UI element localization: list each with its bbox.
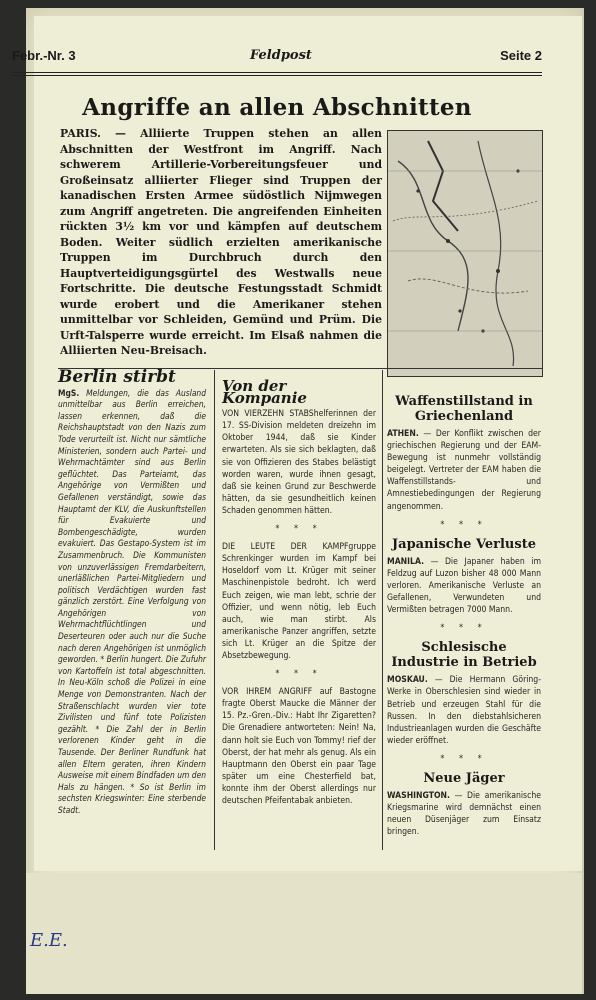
separator-stars: * * * bbox=[440, 623, 488, 634]
separator-stars: * * * bbox=[275, 669, 323, 680]
issue-number: Febr.-Nr. 3 bbox=[12, 48, 76, 63]
manila-dateline: MANILA. bbox=[387, 556, 425, 567]
right-column bbox=[387, 394, 541, 838]
handwritten-annotation: E.E. bbox=[30, 930, 68, 951]
japan-title: Japanische Verluste bbox=[392, 536, 536, 552]
berlin-title: Berlin stirbt bbox=[58, 367, 176, 387]
moskau-dateline: MOSKAU. bbox=[387, 675, 428, 686]
separator-stars: * * * bbox=[440, 519, 488, 530]
column-divider-left bbox=[214, 370, 215, 850]
berlin-text: Meldungen, die das Ausland unmittelbar aus Berlin erreichen, lassen erkennen, daß die Reichshauptstadt von den Nazis zum Tode verurteilt ist. Nicht nur sämtliche Ministerien, sondern auch Partei- und Wehrmachtämter sind aus Berlin geflüchtet. Das Parteiamt, das Angehörige von Vermißten und Gefallenen verständigt, sowie das Hauptamt der KLV, die Auskunftstellen für Evakuierte und Bombengeschädigte, wurden evakuiert. Das Gestapo-System ist im Zusammenbruch. Die Kommunisten von unzuverlässigen Fremdarbeitern, unerläßlichen Partei-Mitgliedern und politisch Verdächtigen wurden fast gänzlich zerstört. Eine Verfolgung von Angehörigen von Wehrmachtflüchtlingen und Deserteuren oder auch nur die Suche nach deren Angehörigen ist unmöglich geworden. * Berlin hungert. Die Zufuhr von Kartoffeln ist total abgeschnitten. In Neu-Köln schoß die Polizei in eine Menge von Demonstranten. Nach der Straßenschlacht wurden vier tote Zivilisten und fünf tote Polizisten gezählt. * Die Zahl der in Berlin verlorenen Kinder geht in die Tausende. Der Berliner Rundfunk hat allen Eltern geraten, ihren Kindern Ausweise mit einem Bindfaden um den Hals zu hängen. * So ist Berlin im sechsten Kriegswinter: Eine sterbende Stadt. bbox=[58, 387, 206, 815]
kompanie-item-2: DIE LEUTE DER KAMPFgruppe Schrenkinger wurden im Kampf bei Hoseldorf vom Lt. Krüger mit seiner Maschinenpistole bedroht. Ich werd Euch zeigen, wie man lebt, schrie der Offizier, und wenn nötig, leb Euch auch, wie man stirbt. Als amerikanische Panzer angriffen, setzte sich Lt. Krüger an die Spitze der Absetzbewegung. bbox=[222, 542, 376, 661]
masthead-rule bbox=[12, 72, 542, 73]
kompanie-item-3: VOR IHREM ANGRIFF auf Bastogne fragte Oberst Maucke die Männer der 15. Pz.-Gren.-Div.: Habt Ihr Zigaretten? Die Grenadiere antworteten: Nein! Na, dann holt sie Euch von Tommy! rief der Oberst, der hat mehr als genug. Als ein Hauptmann den Oberst ein paar Tage später um eine Chesterfield bat, konnte ihm der Oberst allerdings nur deutschen Pfeifentabak anbieten. bbox=[222, 687, 376, 806]
separator-stars: * * * bbox=[275, 524, 323, 535]
separator-stars: * * * bbox=[440, 753, 488, 764]
kompanie-title: Von der Kompanie bbox=[222, 377, 307, 408]
map-illustration bbox=[387, 130, 543, 377]
washington-dateline: WASHINGTON. bbox=[387, 790, 450, 801]
page-number: Seite 2 bbox=[500, 48, 542, 63]
lead-article bbox=[60, 126, 382, 359]
waffenstillstand-title: Waffenstillstand in Griechenland bbox=[395, 394, 533, 424]
berlin-article bbox=[58, 367, 206, 817]
athen-dateline: ATHEN. bbox=[387, 429, 419, 439]
jaeger-title: Neue Jäger bbox=[423, 770, 505, 786]
waffenstillstand-text: — Der Konflikt zwischen der griechischen Regierung und der EAM-Bewegung ist nunmehr vollständig beigelegt. Vertreter der EAM haben die Waffenstillstands- und Amnestiebedingungen der Regierung angenommen. bbox=[387, 429, 541, 512]
headline: Angriffe an allen Abschnitten bbox=[82, 94, 472, 121]
kompanie-section bbox=[222, 377, 376, 807]
clipping-margin bbox=[26, 873, 582, 994]
jaeger-text: — Die amerikanische Kriegsmarine wird demnächst einen neuen Düsenjäger zum Einsatz bringen. bbox=[387, 790, 541, 838]
schlesien-title: Schlesische Industrie in Betrieb bbox=[391, 640, 537, 671]
lead-text: — Alliierte Truppen stehen an allen Abschnitten der Westfront im Angriff. Nach schwerem Artillerie-Vorbereitungsfeuer und Großeinsatz alliierter Flieger sind Truppen der kanadischen Ersten Armee südöstlich Nijmwegen zum Angriff angetreten. Die angreifenden Einheiten rückten 3½ km vor und kämpfen auf deutschem Boden. Weiter südlich erzielten amerikanische Truppen im Durchbruch durch den Hauptverteidigungsgürtel des Westwalls neue Fortschritte. Die deutsche Festungsstadt Schmidt wurde erobert und die Amerikaner stehen unmittelbar vor Schleiden, Gemünd und Prüm. Die Urft-Talsperre wurde erreicht. Im Elsaß nahmen die Alliierten Neu-Breisach. bbox=[60, 127, 382, 357]
masthead bbox=[12, 46, 542, 68]
berlin-dateline: MgS. bbox=[58, 387, 80, 398]
kompanie-item-1: VON VIERZEHN STABShelferinnen der 17. SS-Division meldeten dreizehn im Oktober 1944, daß sie Kinder erwarteten. Als sie sich beklagten, daß sie von Offizieren des Stabes belästigt worden waren, wurde ihnen gesagt, daß sie keinen Grund zur Beschwerde hätten, da sie gesundheitlich keinen Schaden genommen hätten. bbox=[222, 409, 376, 516]
japan-text: — Die Japaner haben im Feldzug auf Luzon bisher 48 000 Mann verloren. Amerikanische Verluste an Gefallenen, Verwundeten und Vermißten betragen 7000 Mann. bbox=[387, 556, 541, 616]
schlesien-text: — Die Hermann Göring-Werke in Oberschlesien sind wieder in Betrieb und erzeugen Stahl für die Russen. In den diebstahlsicheren Industrieanlagen wurden die Geschäfte wieder eröffnet. bbox=[387, 675, 541, 746]
lead-dateline: PARIS. bbox=[60, 127, 101, 140]
paper-name: Feldpost bbox=[250, 48, 312, 63]
masthead-rule-thin bbox=[12, 75, 542, 76]
column-divider-right bbox=[382, 370, 383, 850]
